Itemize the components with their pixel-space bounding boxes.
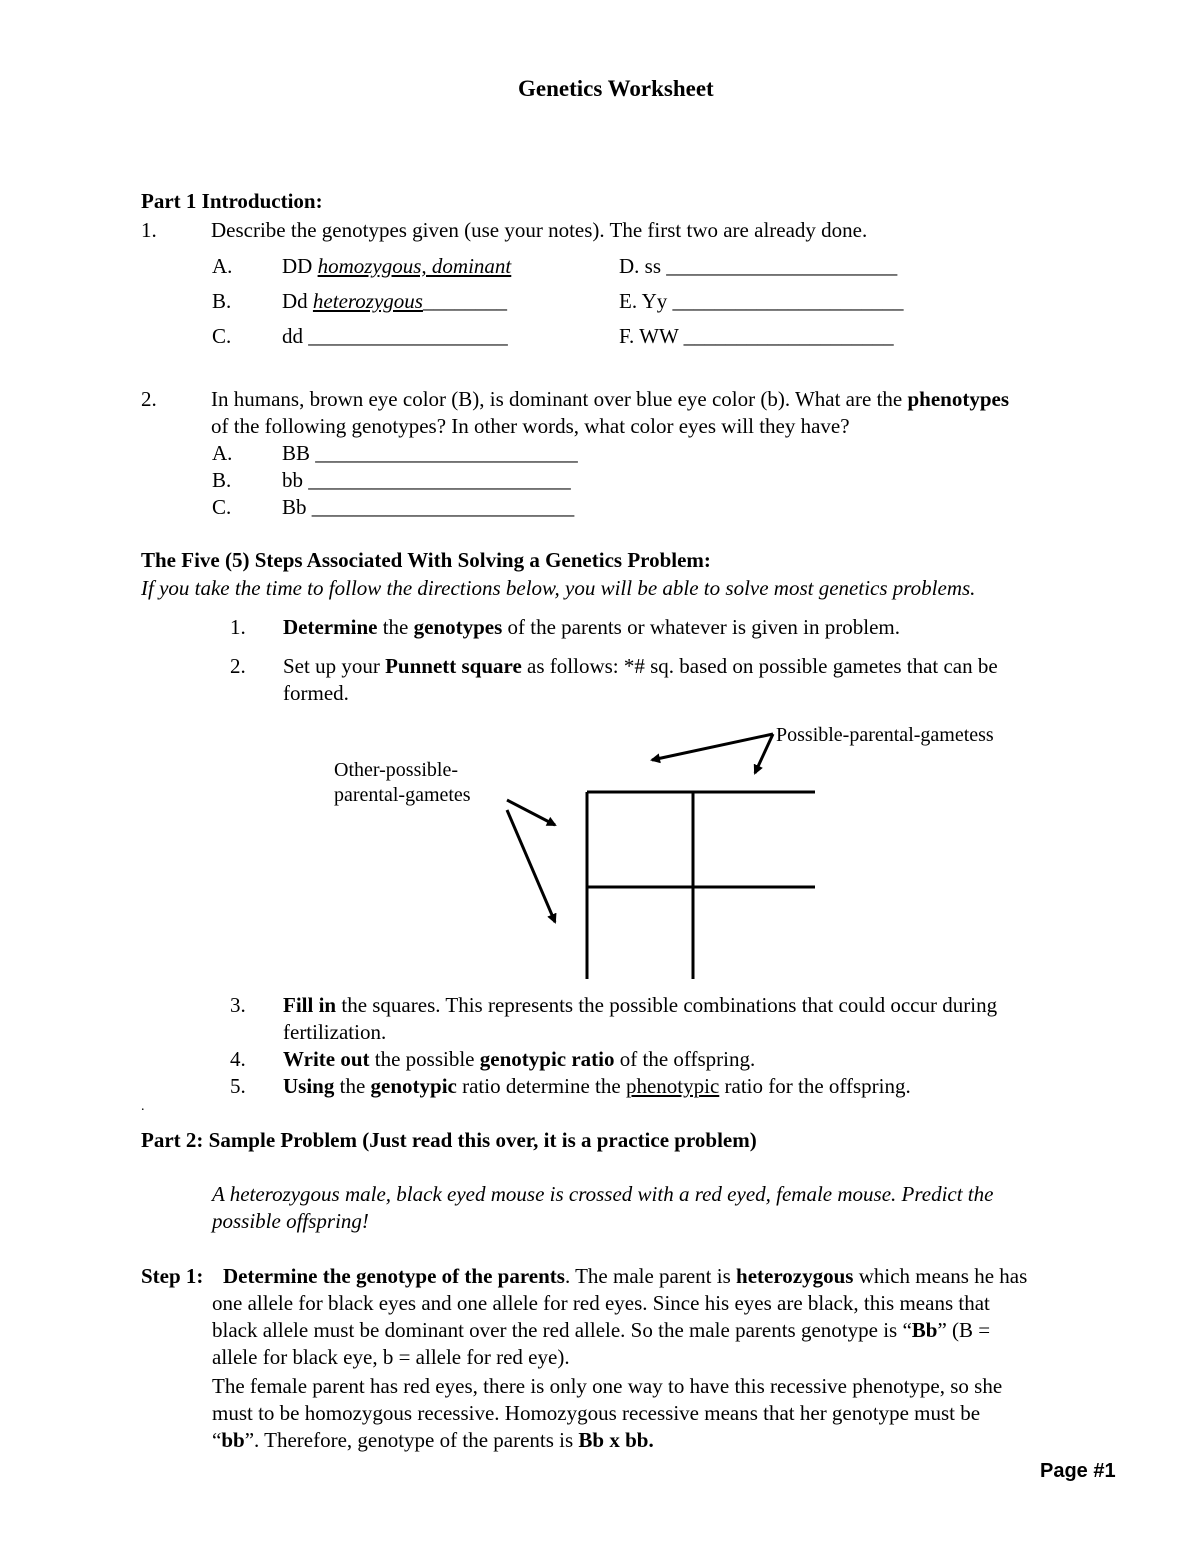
q1-letter-c: C. [212,324,232,348]
q2-letter-c: C. [212,495,232,519]
q1-number: 1. [141,218,157,242]
q2-letter-b: B. [212,468,232,492]
step2-text-line2: formed. [283,681,349,705]
part2-step1-label: Step 1: [141,1264,204,1288]
q2-item-c: Bb _________________________ [282,495,575,519]
q2-blank-a[interactable]: _________________________ [315,441,578,465]
step4-text: Write out the possible genotypic ratio of the offspring. [283,1047,756,1071]
q1-genotype-c: dd ___________________ [282,324,508,348]
part2-heading: Part 2: Sample Problem (Just read this over, it is a practice problem) [141,1128,757,1152]
step4-number: 4. [230,1047,246,1071]
q1-answer-a: homozygous, dominant [317,254,512,278]
step3-text: Fill in the squares. This represents the possible combinations that could occur during [283,993,998,1017]
part2-step1-line4: allele for black eye, b = allele for red eye). [212,1345,570,1369]
q1-blank-d[interactable]: ______________________ [666,254,898,278]
part2-step1-line6: must to be homozygous recessive. Homozygous recessive means that her genotype must be [212,1401,981,1425]
part2-problem-line2: possible offspring! [212,1209,369,1233]
part2-step1-line1: Determine the genotype of the parents. The male parent is heterozygous which means he has [223,1264,1028,1288]
q2-line1: In humans, brown eye color (B), is dominant over blue eye color (b). What are the phenotypes [211,387,1010,411]
q2-line2: of the following genotypes? In other words, what color eyes will they have? [211,414,850,438]
step2-text: Set up your Punnett square as follows: *# sq. based on possible gametes that can be [283,654,998,678]
label-parental-gametes: parental-gametes [334,784,471,806]
q2-blank-b[interactable]: _________________________ [308,468,571,492]
step2-number: 2. [230,654,246,678]
q1-item-f: F. WW ____________________ [619,324,894,348]
q1-item-e: E. Yy ______________________ [619,289,904,313]
label-other-possible: Other-possible- [334,759,459,781]
part2-step1-line3: black allele must be dominant over the red allele. So the male parents genotype is “Bb” (B = [212,1318,991,1342]
q1-genotype-b: Dd heterozygous________ [282,289,507,313]
step3-text-line2: fertilization. [283,1020,387,1044]
q1-item-d: D. ss ______________________ [619,254,898,278]
step1-text: Determine the genotypes of the parents or whatever is given in problem. [283,615,900,639]
stray-dot: . [141,1099,145,1114]
q1-blank-f[interactable]: ____________________ [683,324,894,348]
q2-blank-c[interactable]: _________________________ [311,495,575,519]
step5-number: 5. [230,1074,246,1098]
q1-text: Describe the genotypes given (use your notes). The first two are already done. [211,218,868,242]
step3-number: 3. [230,993,246,1017]
q1-blank-b[interactable]: ________ [422,289,507,313]
q2-item-b: bb _________________________ [282,468,571,492]
step5-text: Using the genotypic ratio determine the phenotypic ratio for the offspring. [283,1074,911,1098]
part2-step1-line5: The female parent has red eyes, there is only one way to have this recessive phenotype, so she [212,1374,1003,1398]
arrow-top-left [652,734,773,760]
page-number: Page #1 [1040,1460,1116,1482]
q2-item-a: BB _________________________ [282,441,578,465]
q1-letter-a: A. [212,254,233,278]
page-title: Genetics Worksheet [518,76,714,101]
q1-blank-c[interactable]: ___________________ [308,324,508,348]
arrow-left-lower [507,810,555,922]
q2-number: 2. [141,387,157,411]
q2-letter-a: A. [212,441,233,465]
q1-answer-b: heterozygous [312,289,423,313]
part2-problem-line1: A heterozygous male, black eyed mouse is crossed with a red eyed, female mouse. Predict the [212,1182,994,1206]
q1-genotype-a: DD homozygous, dominant [282,254,512,278]
label-possible-parental-gametes: Possible-parental-gametess [776,724,994,746]
q1-letter-b: B. [212,289,232,313]
part1-heading: Part 1 Introduction: [141,189,323,213]
part2-step1-line7: “bb”. Therefore, genotype of the parents is Bb x bb. [212,1428,654,1452]
steps-heading: The Five (5) Steps Associated With Solving a Genetics Problem: [141,548,711,572]
q1-blank-e[interactable]: ______________________ [672,289,904,313]
step1-number: 1. [230,615,246,639]
part2-step1-line2: one allele for black eyes and one allele for red eyes. Since his eyes are black, this means that [212,1291,990,1315]
steps-subheading: If you take the time to follow the directions below, you will be able to solve most genetics problems. [141,576,976,600]
arrow-left-upper [507,800,555,825]
arrow-top-down [755,734,773,773]
